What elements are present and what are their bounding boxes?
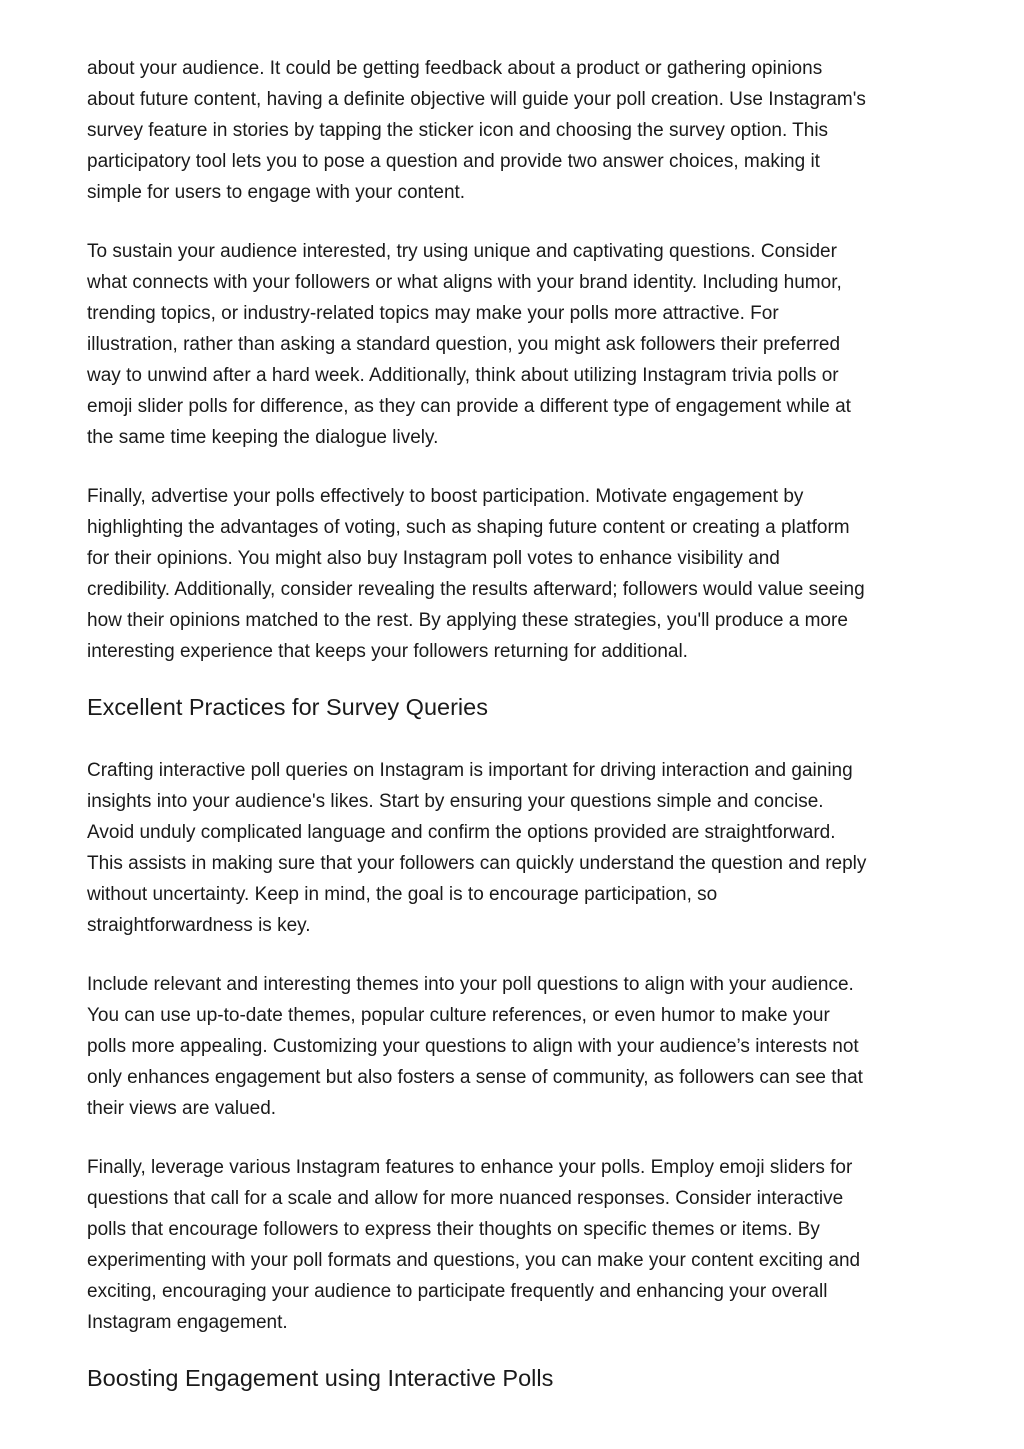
paragraph-section1-1: Crafting interactive poll queries on Instagram is important for driving interaction and gaining insights into your audience's likes. Start by ensuring your questions simple and concise. Avoid unduly complicated language and confirm the options provided are straightforward. This assists in making sure that your followers can quickly understand the question and reply without uncertainty. Keep in mind, the goal is to encourage participation, so straightforwardness is key.	[87, 760, 867, 936]
paragraph-section1-2: Include relevant and interesting themes into your poll questions to align with your audience. You can use up-to-date themes, popular culture references, or even humor to make your polls more appealing. Customizing your questions to align with your audience’s interests not only enhances engagement but also fosters a sense of community, as followers can see that their views are valued.	[87, 974, 863, 1119]
section-heading-boosting-engagement: Boosting Engagement using Interactive Polls	[87, 1365, 554, 1391]
section-heading-survey-queries: Excellent Practices for Survey Queries	[87, 694, 488, 720]
paragraph-intro-3: Finally, advertise your polls effectively to boost participation. Motivate engagement by highlighting the advantages of voting, such as shaping future content or creating a platform for their opinions. You might also buy Instagram poll votes to enhance visibility and credibility. Additionally, consider revealing the results afterward; followers would value seeing how their opinions matched to the rest. By applying these strategies, you'll produce a more interesting experience that keeps your followers returning for additional.	[87, 486, 865, 662]
paragraph-section1-3: Finally, leverage various Instagram features to enhance your polls. Employ emoji sliders for questions that call for a scale and allow for more nuanced responses. Consider interactive polls that encourage followers to express their thoughts on specific themes or items. By experimenting with your poll formats and questions, you can make your content exciting and exciting, encouraging your audience to participate frequently and enhancing your overall Instagram engagement.	[87, 1157, 861, 1333]
document-page	[87, 53, 947, 1393]
paragraph-intro-2: To sustain your audience interested, try using unique and captivating questions. Consider what connects with your followers or what aligns with your brand identity. Including humor, trending topics, or industry-related topics may make your polls more attractive. For illustration, rather than asking a standard question, you might ask followers their preferred way to unwind after a hard week. Additionally, think about utilizing Instagram trivia polls or emoji slider polls for difference, as they can provide a different type of engagement while at the same time keeping the dialogue lively.	[87, 241, 851, 448]
paragraph-intro-1: about your audience. It could be getting feedback about a product or gathering opinions about future content, having a definite objective will guide your poll creation. Use Instagram's survey feature in stories by tapping the sticker icon and choosing the survey option. This participatory tool lets you to pose a question and provide two answer choices, making it simple for users to engage with your content.	[87, 58, 866, 203]
